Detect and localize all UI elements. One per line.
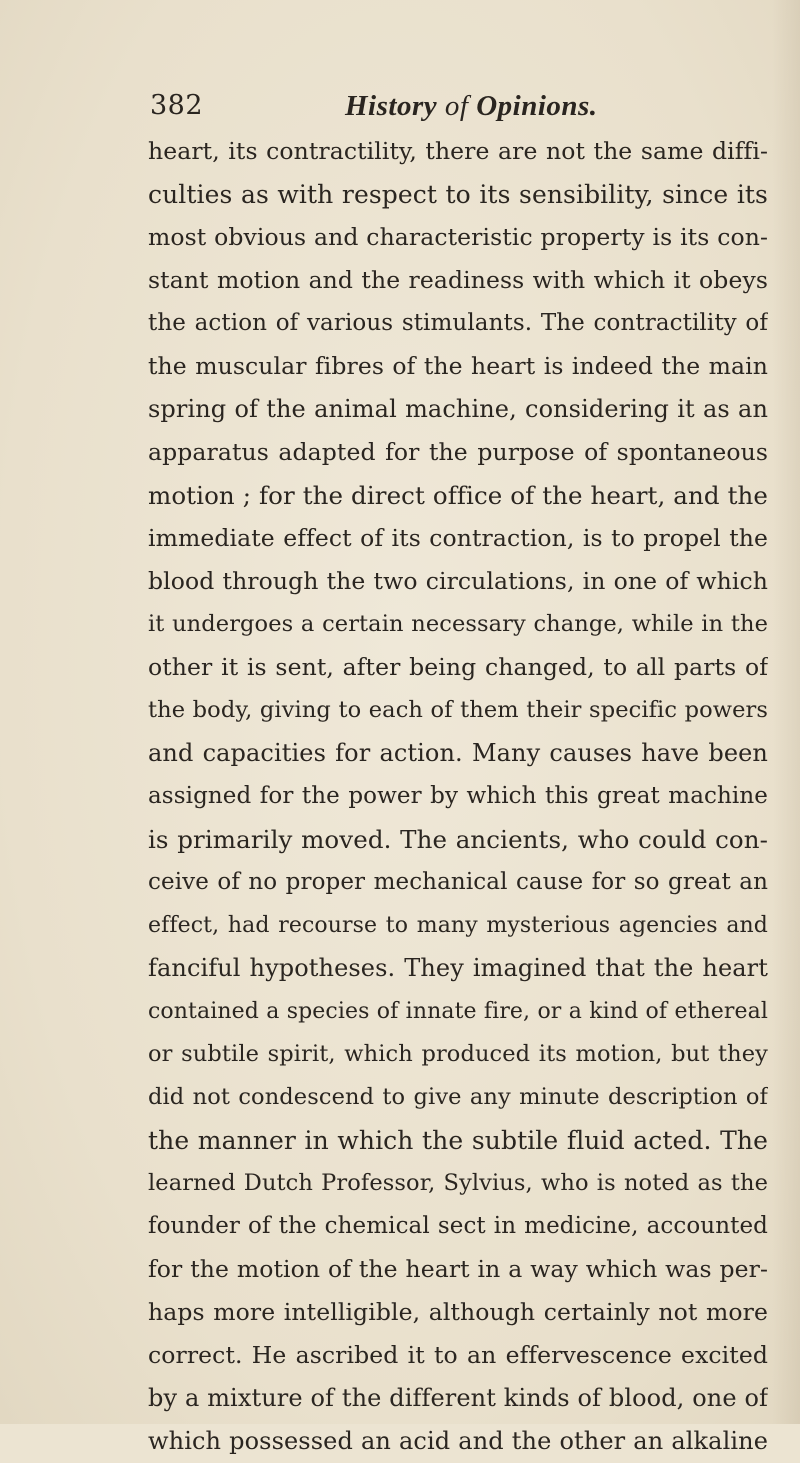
text-line: heart, its contractility, there are not the same diffi-	[148, 137, 768, 165]
text-line: the manner in which the subtile fluid acted. The	[148, 1126, 768, 1155]
text-line: learned Dutch Professor, Sylvius, who is noted as the	[148, 1170, 768, 1196]
running-title-opinions: Opinions.	[476, 90, 598, 122]
text-line: it undergoes a certain necessary change, while in the	[148, 611, 768, 637]
text-line: assigned for the power by which this great machine	[148, 783, 768, 809]
text-line: most obvious and characteristic property is its con-	[148, 223, 768, 251]
page-number: 382	[150, 90, 204, 121]
text-line: contained a species of innate fire, or a kind of ethereal	[148, 999, 768, 1024]
body-paragraph	[148, 130, 768, 1463]
text-line: fanciful hypotheses. They imagined that the heart	[148, 954, 768, 982]
text-line: the muscular fibres of the heart is indeed the main	[148, 352, 768, 380]
text-line: which possessed an acid and the other an alkaline	[148, 1427, 768, 1455]
text-line: the action of various stimulants. The contractility of	[148, 310, 768, 336]
text-line: spring of the animal machine, considering it as an	[148, 395, 768, 423]
text-line: other it is sent, after being changed, to all parts of	[148, 653, 768, 681]
running-title-of: of	[444, 90, 469, 122]
text-line: immediate effect of its contraction, is to propel the	[148, 524, 768, 552]
text-line: for the motion of the heart in a way which was per-	[148, 1255, 768, 1283]
text-line: blood through the two circulations, in one of which	[148, 567, 768, 595]
text-line: and capacities for action. Many causes have been	[148, 739, 768, 767]
text-line: is primarily moved. The ancients, who could con-	[148, 825, 768, 854]
text-line: apparatus adapted for the purpose of spontaneous	[148, 438, 768, 466]
page-edge-shadow	[772, 0, 800, 1424]
running-title	[345, 90, 598, 123]
text-line: correct. He ascribed it to an effervescence excited	[148, 1341, 768, 1369]
text-line: or subtile spirit, which produced its motion, but they	[148, 1041, 768, 1067]
text-line: haps more intelligible, although certainly not more	[148, 1298, 768, 1326]
running-title-history: History	[345, 90, 438, 122]
text-line: ceive of no proper mechanical cause for so great an	[148, 869, 768, 895]
text-line: did not condescend to give any minute description of	[148, 1084, 768, 1110]
text-line: effect, had recourse to many mysterious agencies and	[148, 913, 768, 938]
text-line: the body, giving to each of them their specific powers	[148, 697, 768, 723]
text-line: culties as with respect to its sensibility, since its	[148, 180, 768, 209]
text-line: stant motion and the readiness with which it obeys	[148, 266, 768, 294]
text-line: motion ; for the direct office of the heart, and the	[148, 481, 768, 510]
text-line: founder of the chemical sect in medicine, accounted	[148, 1213, 768, 1239]
text-line: by a mixture of the different kinds of blood, one of	[148, 1384, 768, 1412]
running-header	[150, 90, 770, 130]
